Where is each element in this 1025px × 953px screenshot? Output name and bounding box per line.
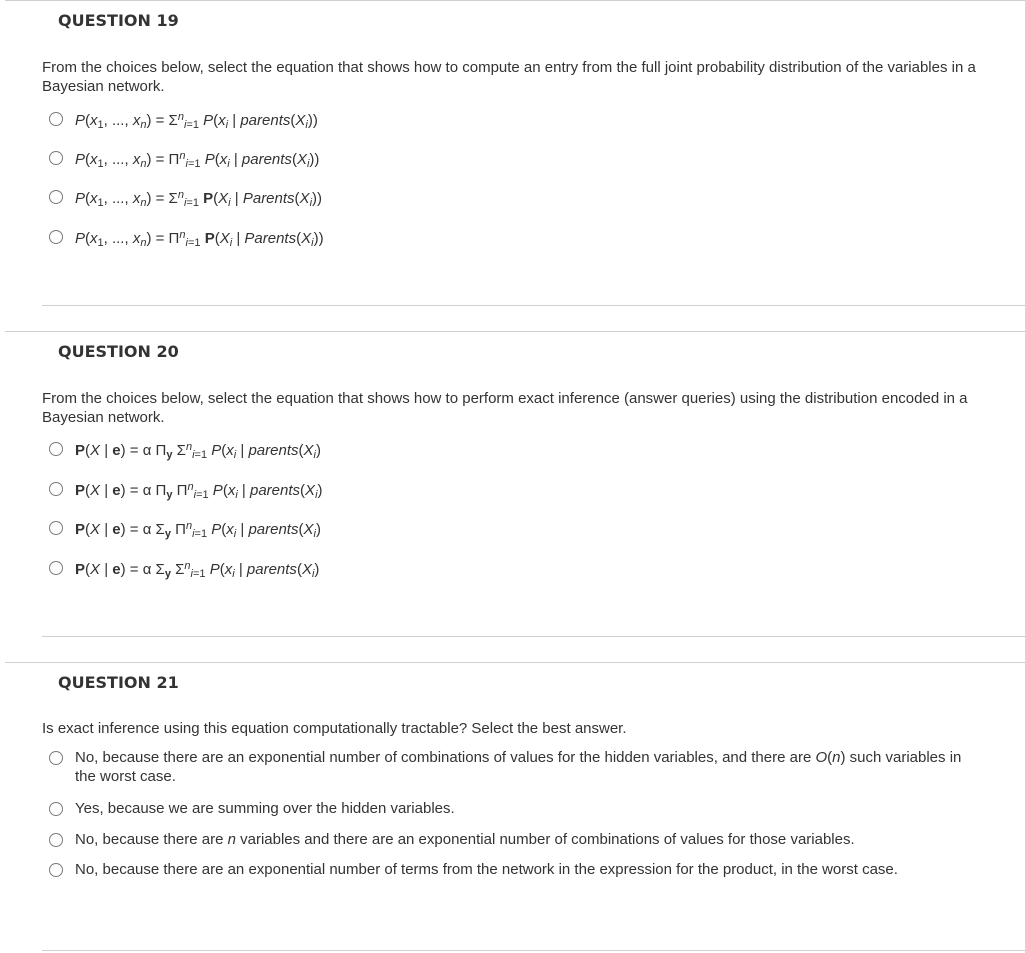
question-20	[0, 331, 1025, 663]
answer-option-label: No, because there are n variables and there are an exponential number of combinations of values for those variables.	[75, 831, 855, 848]
answer-option-label: P(X | e) = α $\Sigma_y$ $\Sigma^n_{i=1}$ $P(x_i$ | $parents(X_i)$	[75, 560, 320, 580]
question-title: QUESTION 21	[58, 673, 179, 692]
question-divider	[5, 331, 1025, 332]
answer-option-label: $P(x_1$, ..., $x_n) = \Sigma^n_{i=1}$ $P(X_i$ | $Parents(X_i)$)	[75, 189, 323, 209]
answer-option[interactable]	[48, 189, 988, 213]
answer-divider	[42, 636, 1025, 637]
answer-option[interactable]	[48, 229, 988, 253]
answer-option[interactable]	[48, 860, 988, 900]
answer-option-label: $P(x_1$, ..., $x_n) = \Pi^n_{i=1}$ $P(x_i$ | $parents(X_i)$)	[75, 150, 320, 170]
answer-option-label: P(X | e) = α $\Pi_y$ $\Pi^n_{i=1}$ $P(x_i$ | $parents(X_i)$	[75, 481, 323, 501]
radio-button[interactable]	[49, 833, 63, 847]
answer-option[interactable]	[48, 799, 988, 823]
question-title: QUESTION 19	[58, 11, 179, 30]
answer-option-label: $P(x_1$, ..., $x_n) = \Sigma^n_{i=1}$ $P(x_i$ | $parents(X_i)$)	[75, 111, 318, 131]
answer-option[interactable]	[48, 111, 988, 135]
radio-button[interactable]	[49, 190, 63, 204]
answer-option-label: P(X | e) = α $\Sigma_y$ $\Pi^n_{i=1}$ $P(x_i$ | $parents(X_i)$	[75, 520, 321, 540]
answer-option[interactable]	[48, 150, 988, 174]
answer-option[interactable]	[48, 748, 988, 788]
question-prompt: Is exact inference using this equation computationally tractable? Select the best answer.	[42, 720, 627, 737]
radio-button[interactable]	[49, 561, 63, 575]
radio-button[interactable]	[49, 751, 63, 765]
question-prompt: From the choices below, select the equation that shows how to perform exact inference (answer queries) using the distribution encoded in a Bayesian network.	[42, 390, 968, 426]
radio-button[interactable]	[49, 442, 63, 456]
answer-option-label: Yes, because we are summing over the hidden variables.	[75, 800, 455, 817]
radio-button[interactable]	[49, 230, 63, 244]
answer-option-label: P(X | e) = α $\Pi_y$ $\Sigma^n_{i=1}$ $P(x_i$ | $parents(X_i)$	[75, 441, 321, 461]
radio-button[interactable]	[49, 482, 63, 496]
radio-button[interactable]	[49, 802, 63, 816]
radio-button[interactable]	[49, 151, 63, 165]
question-title: QUESTION 20	[58, 342, 179, 361]
question-divider	[5, 662, 1025, 663]
radio-button[interactable]	[49, 521, 63, 535]
radio-button[interactable]	[49, 863, 63, 877]
answer-option[interactable]	[48, 441, 988, 465]
question-19	[0, 0, 1025, 332]
answer-option[interactable]	[48, 481, 988, 505]
question-prompt: From the choices below, select the equation that shows how to compute an entry from the full joint probability distribution of the variables in a Bayesian network.	[42, 59, 976, 95]
question-21	[0, 662, 1025, 953]
answer-option[interactable]	[48, 520, 988, 544]
answer-option-label: No, because there are an exponential number of combinations of values for the hidden variables, and there are O(n) such variables in the worst case.	[75, 749, 962, 785]
answer-option[interactable]	[48, 560, 988, 584]
radio-button[interactable]	[49, 112, 63, 126]
answer-option[interactable]	[48, 830, 988, 854]
answer-divider	[42, 305, 1025, 306]
question-divider	[5, 0, 1025, 1]
answer-divider	[42, 950, 1025, 951]
answer-option-label: $P(x_1$, ..., $x_n) = \Pi^n_{i=1}$ $P(X_i$ | $Parents(X_i)$)	[75, 229, 324, 249]
answer-option-label: No, because there are an exponential number of terms from the network in the expression for the product, in the worst case.	[75, 861, 898, 878]
